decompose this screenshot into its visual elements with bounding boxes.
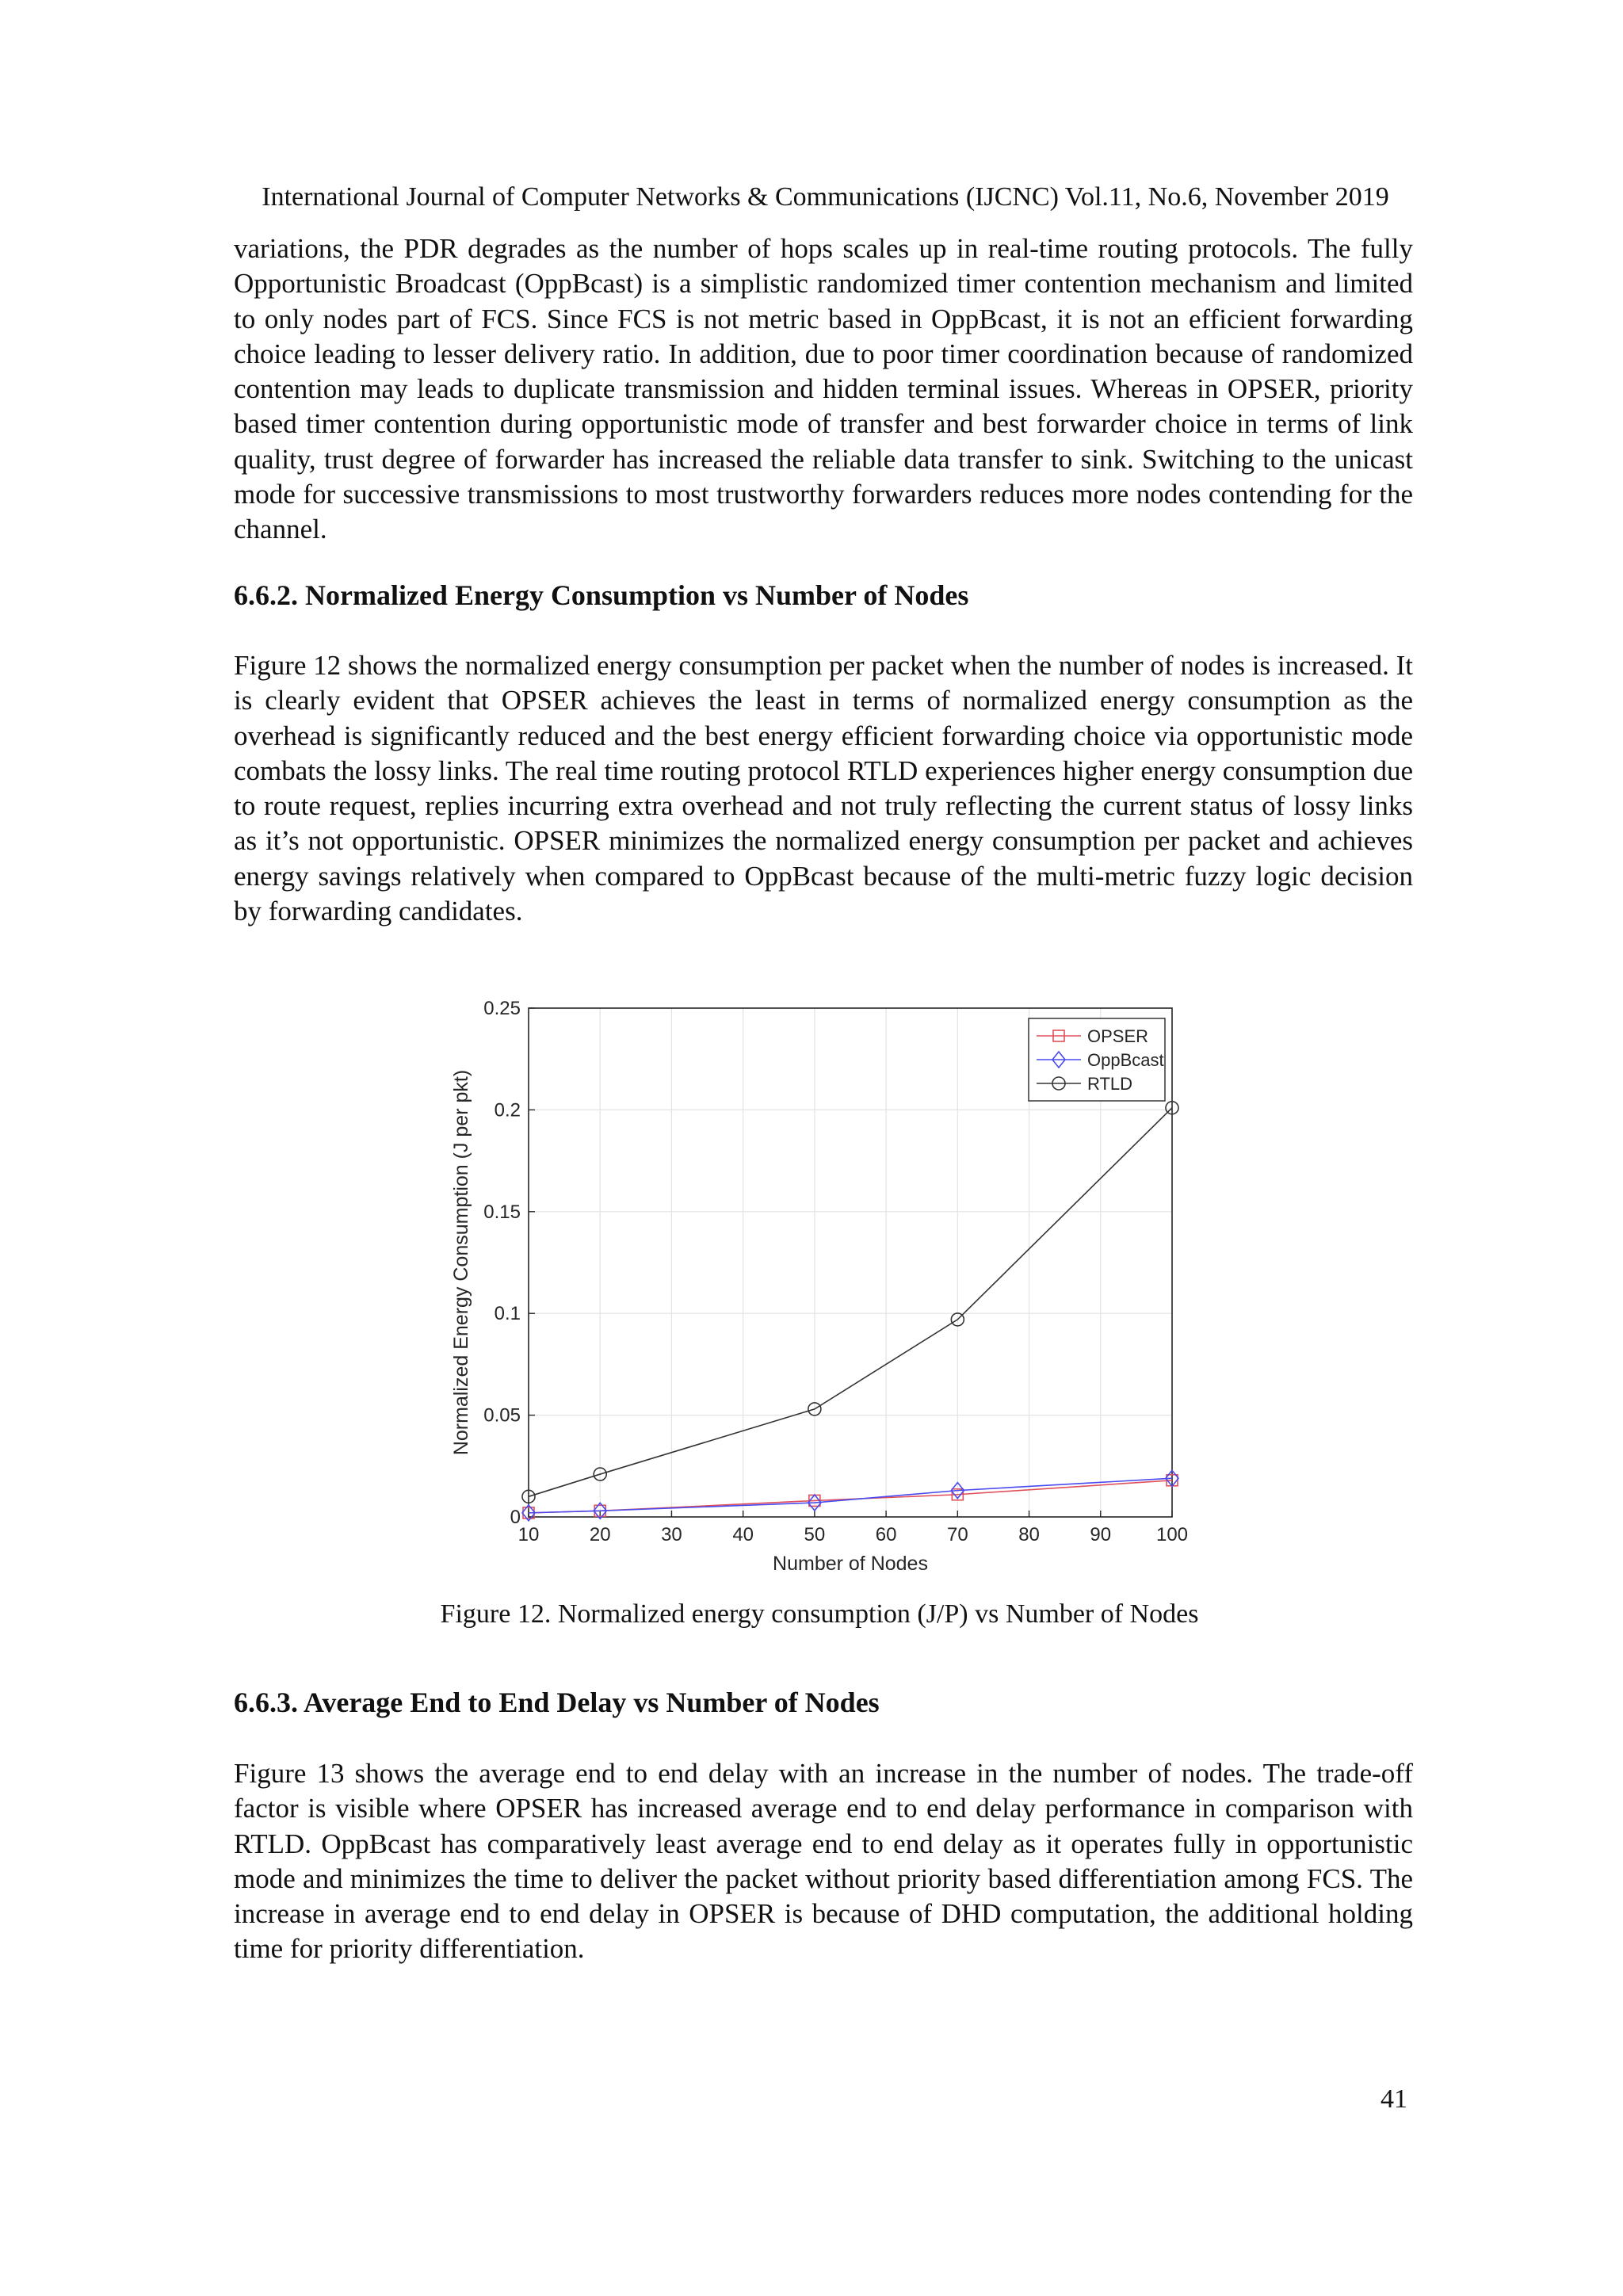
rtld-line [529, 1108, 1172, 1496]
y-axis-label: Normalized Energy Consumption (J per pkt) [450, 1069, 472, 1456]
series-rtld [522, 1102, 1178, 1503]
section-heading-6-6-2: 6.6.2. Normalized Energy Consumption vs Number of Nodes [234, 579, 969, 611]
paragraph-delay-discussion: Figure 13 shows the average end to end delay with an increase in the number of nodes. The trade-off factor is visible where OPSER has increased average end to end delay performance in comparison with RTLD. OppBcast has comparatively least average end to end delay as it operates fully in opportunistic mode and minimizes the time to deliver the packet without priority based differentiation among FCS. The increase in average end to end delay in OPSER is because of DHD computation, the additional holding time for priority differentiation. [234, 1758, 1413, 1965]
y-tick-label: 0.15 [483, 1201, 521, 1223]
x-tick-label: 50 [804, 1524, 826, 1545]
y-tick-label: 0.2 [494, 1099, 521, 1121]
x-tick-label: 30 [661, 1524, 682, 1545]
y-tick-label: 0.25 [483, 998, 521, 1019]
x-tick-label: 40 [732, 1524, 754, 1545]
paragraph-energy-discussion: Figure 12 shows the normalized energy consumption per packet when the number of nodes is increased. It is clearly evident that OPSER achieves the least in terms of normalized energy consumption as the overhead is significantly reduced and the best energy efficient forwarding choice via opportunistic mode combats the lossy links. The real time routing protocol RTLD experiences higher energy consumption due to route request, replies incurring extra overhead and not truly reflecting the current status of lossy links as it’s not opportunistic. OPSER minimizes the normalized energy consumption per packet and achieves energy savings relatively when compared to OppBcast because of the multi-metric fuzzy logic decision by forwarding candidates. [234, 650, 1413, 927]
legend-label-rtld: RTLD [1087, 1074, 1133, 1094]
y-tick-label: 0.1 [494, 1303, 521, 1325]
opser-line [529, 1480, 1172, 1513]
legend-label-opser: OPSER [1087, 1026, 1149, 1046]
section-heading-6-6-3: 6.6.3. Average End to End Delay vs Number of Nodes [234, 1687, 880, 1718]
paragraph-pdr-discussion: variations, the PDR degrades as the number of hops scales up in real-time routing protocols. The fully Opportunistic Broadcast (OppBcast) is a simplistic randomized timer contention mechanism and limited to only nodes part of FCS. Since FCS is not metric based in OppBcast, it is not an efficient forwarding choice leading to lesser delivery ratio. In addition, due to poor timer coordination because of randomized contention may leads to duplicate transmission and hidden terminal issues. Whereas in OPSER, priority based timer contention during opportunistic mode of transfer and best forwarder choice in terms of link quality, trust degree of forwarder has increased the reliable data transfer to sink. Switching to the unicast mode for successive transmissions to most trustworthy forwarders reduces more nodes contending for the channel. [234, 233, 1413, 545]
chart-legend [1029, 1018, 1165, 1101]
x-tick-label: 10 [517, 1524, 540, 1545]
x-tick-label: 20 [589, 1524, 611, 1545]
oppbcast-line [529, 1478, 1172, 1513]
y-tick-label: 0 [510, 1507, 521, 1528]
series-layer [522, 1102, 1178, 1521]
y-tick-label: 0.05 [483, 1404, 521, 1427]
legend-label-oppbcast: OppBcast [1087, 1050, 1164, 1070]
figure-caption: Figure 12. Normalized energy consumption (J/P) vs Number of Nodes [440, 1599, 1199, 1629]
energy-consumption-chart [428, 983, 1220, 1593]
x-axis-label: Number of Nodes [773, 1553, 928, 1575]
x-tick-label: 70 [946, 1524, 968, 1545]
x-tick-label: 80 [1018, 1524, 1040, 1545]
page-number: 41 [1381, 2084, 1407, 2114]
journal-header: International Journal of Computer Networks & Communications (IJCNC) Vol.11, No.6, November 2019 [262, 182, 1389, 212]
series-oppbcast [522, 1470, 1178, 1521]
x-tick-label: 100 [1155, 1524, 1189, 1545]
x-tick-label: 90 [1090, 1524, 1112, 1545]
series-opser [523, 1475, 1178, 1519]
x-tick-label: 60 [875, 1524, 897, 1545]
